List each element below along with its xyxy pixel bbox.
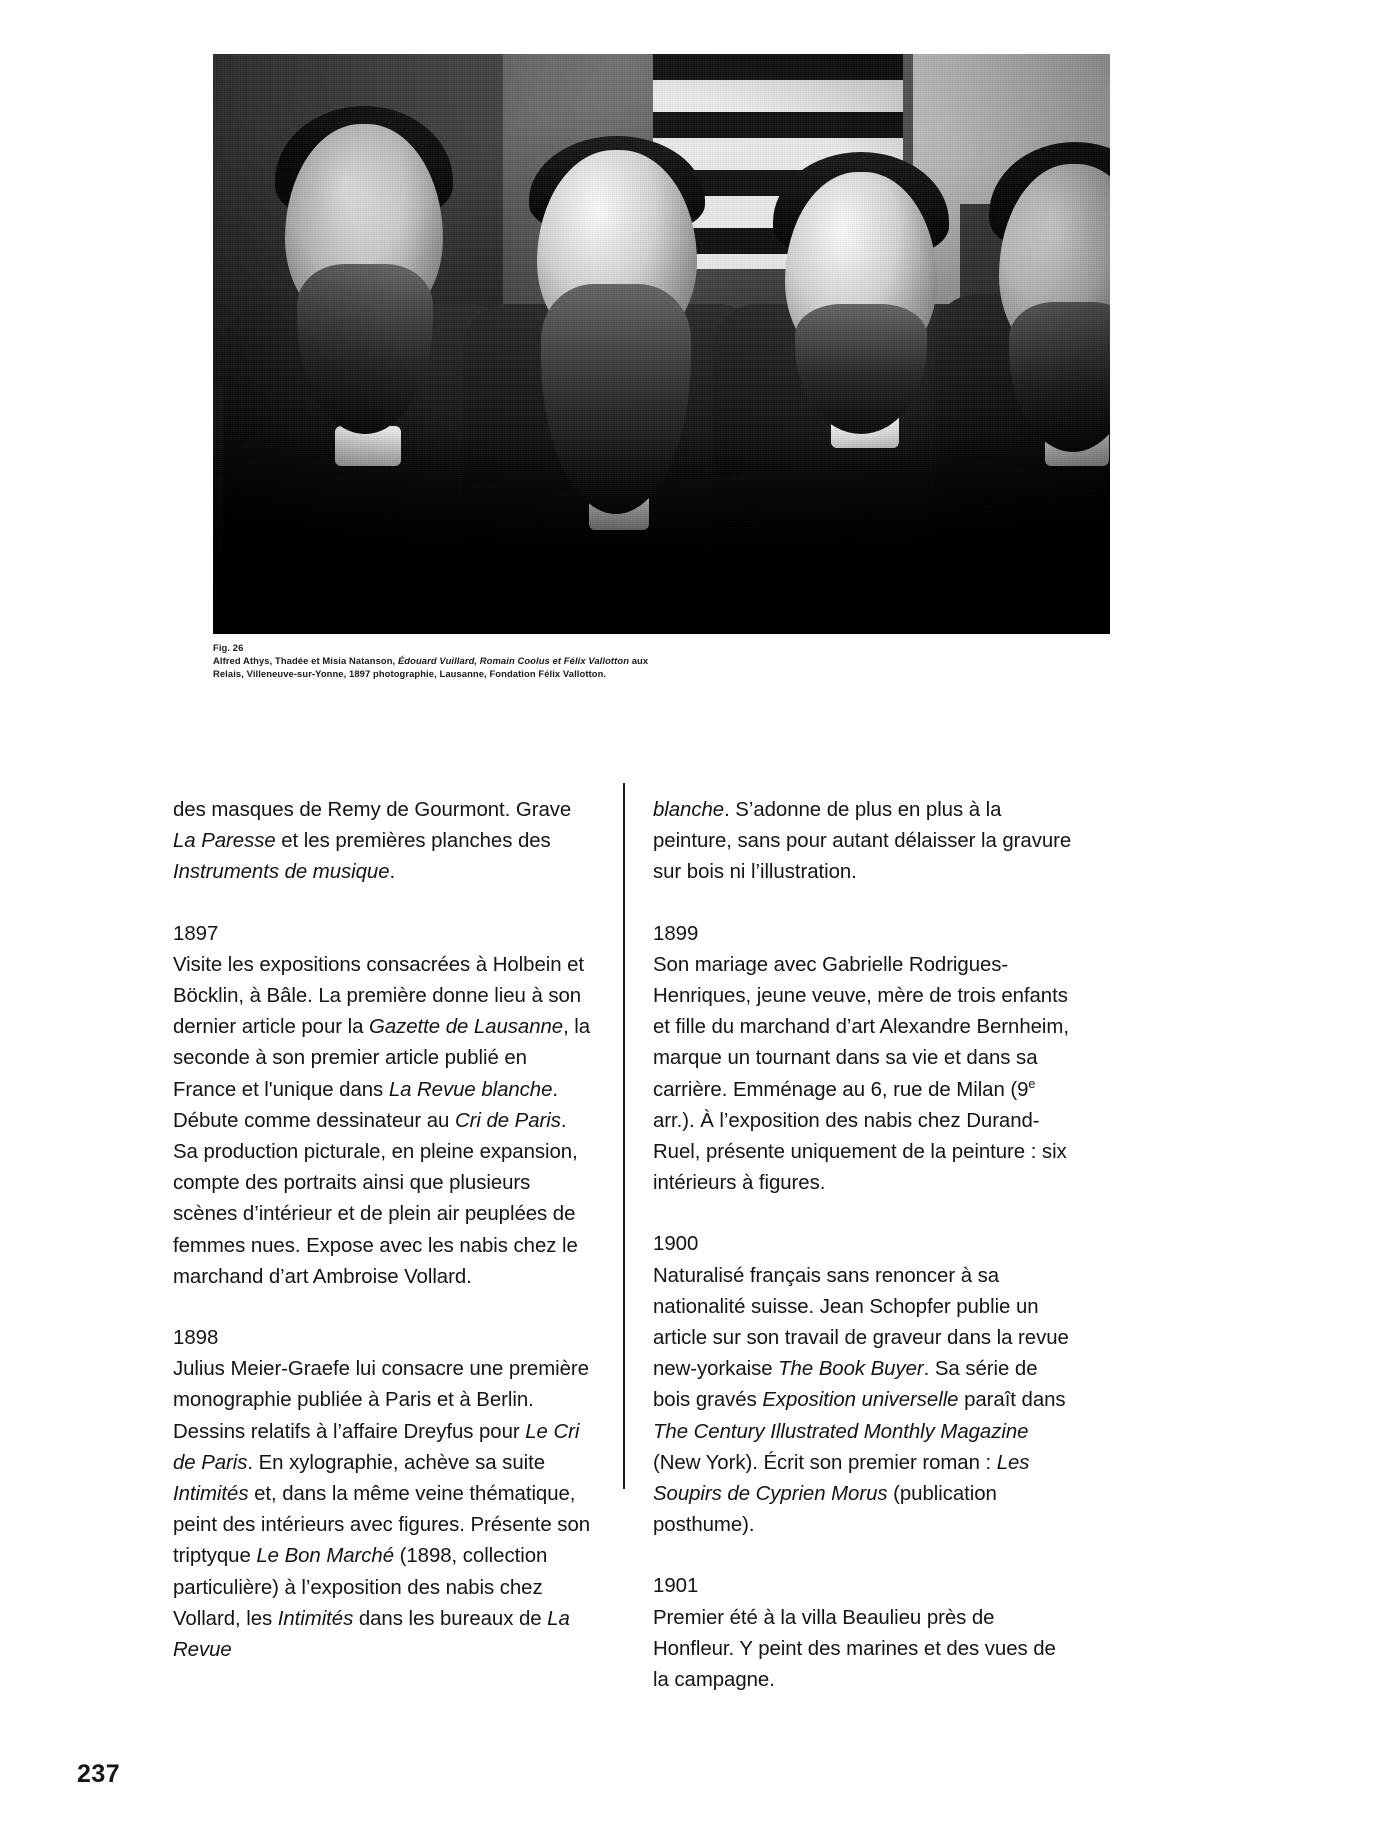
paragraph-1897 bbox=[173, 950, 593, 1293]
seg: Son mariage avec Gabrielle Rodrigues-Henriques, jeune veuve, mère de trois enfants et fille du marchand d’art Alexandre Bernheim, marque un tournant dans sa vie et dans sa carrière. Emménage au 6, rue de Milan (9 bbox=[653, 953, 1069, 1101]
title-le-bon-marche: Le Bon Marché bbox=[256, 1545, 395, 1568]
title-century-illustrated: The Century Illustrated Monthly Magazine bbox=[653, 1420, 1029, 1443]
seg: dans les bureaux de bbox=[353, 1607, 548, 1630]
title-la-revue-blanche: La Revue blanche bbox=[388, 1078, 553, 1101]
title-gazette-de-lausanne: Gazette de Lausanne bbox=[369, 1016, 564, 1039]
seg: arr.). À l’exposition des nabis chez Durand-Ruel, présente uniquement de la peinture : six intérieurs à figures. bbox=[653, 1109, 1067, 1195]
year-heading-1897: 1897 bbox=[173, 922, 219, 945]
body-columns bbox=[173, 795, 1073, 1692]
seg: paraît dans bbox=[958, 1389, 1066, 1412]
photo-foreground-shadow bbox=[213, 434, 1110, 634]
seg: Visite les expositions consacrées à Holbein et Böcklin, à Bâle. La première donne lieu à son dernier article pour la bbox=[173, 953, 585, 1039]
year-heading-1901: 1901 bbox=[653, 1575, 699, 1598]
title-la-paresse: La Paresse bbox=[173, 830, 276, 853]
group-photograph-image bbox=[213, 54, 1110, 634]
seg: . Débute comme dessinateur au bbox=[173, 1078, 559, 1132]
title-le-cri-de-paris: Le Cri de Paris bbox=[173, 1420, 580, 1474]
column-divider bbox=[623, 783, 625, 1489]
seg: . S’adonne de plus en plus à la peinture, sans pour autant délaisser la gravure sur bois ni l’illustration. bbox=[653, 799, 1072, 884]
seg: (publication posthume). bbox=[653, 1483, 997, 1537]
seg: . En xylographie, achève sa suite bbox=[247, 1451, 545, 1474]
caption-seg-italic: Édouard Vuillard, Romain Coolus et Félix Vallotton bbox=[397, 655, 630, 667]
ordinal-superscript: e bbox=[1028, 1076, 1036, 1091]
column-right bbox=[653, 795, 1073, 1696]
seg: et les premières planches des bbox=[275, 830, 551, 853]
seg: Premier été à la villa Beaulieu près de Honfleur. Y peint des marines et des vues de la campagne. bbox=[653, 1606, 1056, 1692]
paragraph-1900 bbox=[653, 1261, 1073, 1542]
page-number: 237 bbox=[77, 1760, 121, 1788]
figure-block bbox=[213, 54, 1110, 681]
column-left bbox=[173, 795, 593, 1666]
seg: Julius Meier-Graefe lui consacre une première monographie publiée à Paris et à Berlin. Dessins relatifs à l’affaire Dreyfus pour bbox=[173, 1358, 589, 1443]
seg: , la seconde à son premier article publié en France et l'unique dans bbox=[173, 1016, 591, 1101]
seg: (New York). Écrit son premier roman : bbox=[653, 1451, 997, 1474]
paragraph-1901 bbox=[653, 1603, 1073, 1697]
figure-number: Fig. 26 bbox=[213, 642, 244, 653]
title-exposition-universelle: Exposition universelle bbox=[762, 1389, 959, 1412]
paragraph-continuation-left bbox=[173, 795, 593, 889]
caption-seg-1: Alfred Athys, Thadée et Misia Natanson, bbox=[213, 655, 398, 667]
year-heading-1899: 1899 bbox=[653, 922, 699, 945]
figure-caption-text bbox=[213, 654, 653, 680]
title-les-soupirs: Les Soupirs de Cyprien Morus bbox=[653, 1451, 1030, 1506]
title-cri-de-paris: Cri de Paris bbox=[454, 1109, 561, 1132]
paragraph-continuation-right bbox=[653, 795, 1073, 889]
title-the-book-buyer: The Book Buyer bbox=[778, 1358, 924, 1381]
title-blanche: blanche bbox=[653, 799, 725, 821]
title-instruments-de-musique: Instruments de musique bbox=[173, 861, 390, 884]
paragraph-1899 bbox=[653, 950, 1073, 1200]
caption-seg-2: aux Relais, Villeneuve-sur-Yonne, 1897 photographie, Lausanne, Fondation Félix Vallotton. bbox=[213, 655, 649, 680]
seg: et, dans la même veine thématique, peint des intérieurs avec figures. Présente son triptyque bbox=[173, 1483, 591, 1568]
title-la-revue: La Revue bbox=[173, 1607, 570, 1662]
year-heading-1900: 1900 bbox=[653, 1233, 699, 1256]
seg: . Sa production picturale, en pleine expansion, compte des portraits ainsi que plusieurs scènes d’intérieur et de plein air peuplées de femmes nues. Expose avec les nabis chez le marchand d’art Ambroise Vollard. bbox=[173, 1109, 578, 1288]
seg: . bbox=[389, 861, 396, 884]
year-heading-1898: 1898 bbox=[173, 1327, 219, 1350]
title-intimites: Intimités bbox=[173, 1483, 249, 1506]
seg: . Sa série de bois gravés bbox=[653, 1358, 1038, 1412]
paragraph-1898 bbox=[173, 1354, 593, 1666]
seg: Naturalisé français sans renoncer à sa nationalité suisse. Jean Schopfer publie un article sur son travail de graveur dans la revue new-yorkaise bbox=[653, 1264, 1069, 1381]
title-intimites-2: Intimités bbox=[277, 1607, 354, 1630]
seg: (1898, collection particulière) à l’exposition des nabis chez Vollard, les bbox=[173, 1545, 548, 1630]
figure-caption bbox=[213, 641, 653, 681]
seg: des masques de Remy de Gourmont. Grave bbox=[173, 799, 572, 821]
